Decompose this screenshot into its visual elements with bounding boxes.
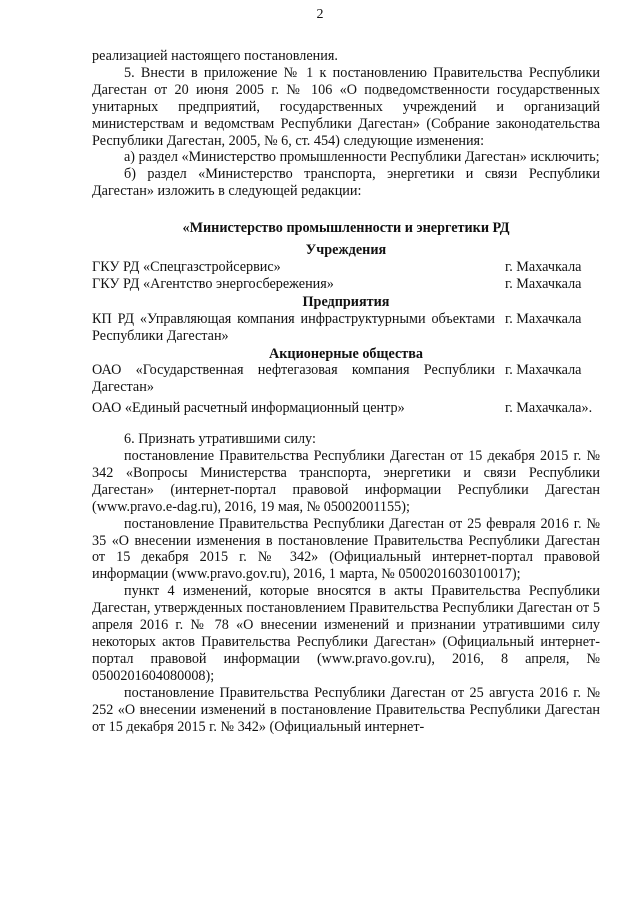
paragraph: реализацией настоящего постановления. [92,48,338,64]
paragraph: 6. Признать утратившими силу: [124,431,316,448]
paragraph: постановление Правительства Республики Дагестан от 15 декабря 2015 г. № 342 «Вопросы Министерства транспорта, энергетики и связи Республики Дагестан» (интернет-портал правовой информации Республики Дагестан (www.pravo.e-dag.ru), 2016, 19 мая, № 05002001155); [92,448,600,515]
joint-stock-heading: Акционерные общества [269,345,423,362]
joint-stock-city: г. Махачкала». [505,400,593,417]
enterprise-name: КП РД «Управляющая компания инфраструктурными объектами Республики Дагестан» [92,310,495,344]
section-title: «Министерство промышленности и энергетики РД [182,220,510,237]
institution-city: г. Махачкала [505,258,582,275]
institution-row [92,276,600,293]
joint-stock-city: г. Махачкала [505,362,582,379]
paragraph: постановление Правительства Республики Дагестан от 25 февраля 2016 г. № 35 «О внесении изменения в постановление Правительства Республики Дагестан от 15 декабря 2015 г. № 342» (Официальный интернет-портал правовой информации (www.pravo.gov.ru), 2016, 1 марта, № 0500201603010017); [92,515,600,583]
page-number: 2 [316,7,324,22]
document-body [92,48,600,735]
institution-row [92,259,600,276]
institution-name: ГКУ РД «Агентство энергосбережения» [92,275,334,292]
paragraph: б) раздел «Министерство транспорта, энергетики и связи Республики Дагестан» изложить в следующей редакции: [92,166,600,200]
enterprise-city: г. Махачкала [505,310,582,327]
institution-name: ГКУ РД «Спецгазстройсервис» [92,258,281,275]
paragraph: постановление Правительства Республики Дагестан от 25 августа 2016 г. № 252 «О внесении изменений в постановление Правительства Республики Дагестан от 15 декабря 2015 г. № 342» (Официальный интернет- [92,684,600,735]
joint-stock-row [92,362,600,396]
paragraph: пункт 4 изменений, которые вносятся в акты Правительства Республики Дагестан, утвержденных постановлением Правительства Республики Дагестан от 5 апреля 2016 г. № 78 «О внесении изменений и признании утратившими силу некоторых актов Правительства Республики Дагестан» (Официальный интернет-портал правовой информации (www.pravo.gov.ru), 2016, 8 апреля, № 0500201604080008); [92,583,600,684]
joint-stock-name: ОАО «Государственная нефтегазовая компания Республики Дагестан» [92,362,495,396]
joint-stock-name: ОАО «Единый расчетный информационный центр» [92,400,405,417]
enterprises-heading: Предприятия [302,293,390,310]
joint-stock-row [92,400,600,417]
institution-city: г. Махачкала [505,275,582,292]
enterprise-row [92,311,600,345]
institutions-heading: Учреждения [305,242,387,259]
paragraph: 5. Внести в приложение № 1 к постановлению Правительства Республики Дагестан от 20 июня 2005 г. № 106 «О подведомственности государственных унитарных предприятий, государственных учреждений и организаций министерствам и ведомствам Республики Дагестан» (Собрание законодательства Республики Дагестан, 2005, № 6, ст. 454) следующие изменения: [92,64,600,149]
paragraph: а) раздел «Министерство промышленности Республики Дагестан» исключить; [124,149,600,166]
